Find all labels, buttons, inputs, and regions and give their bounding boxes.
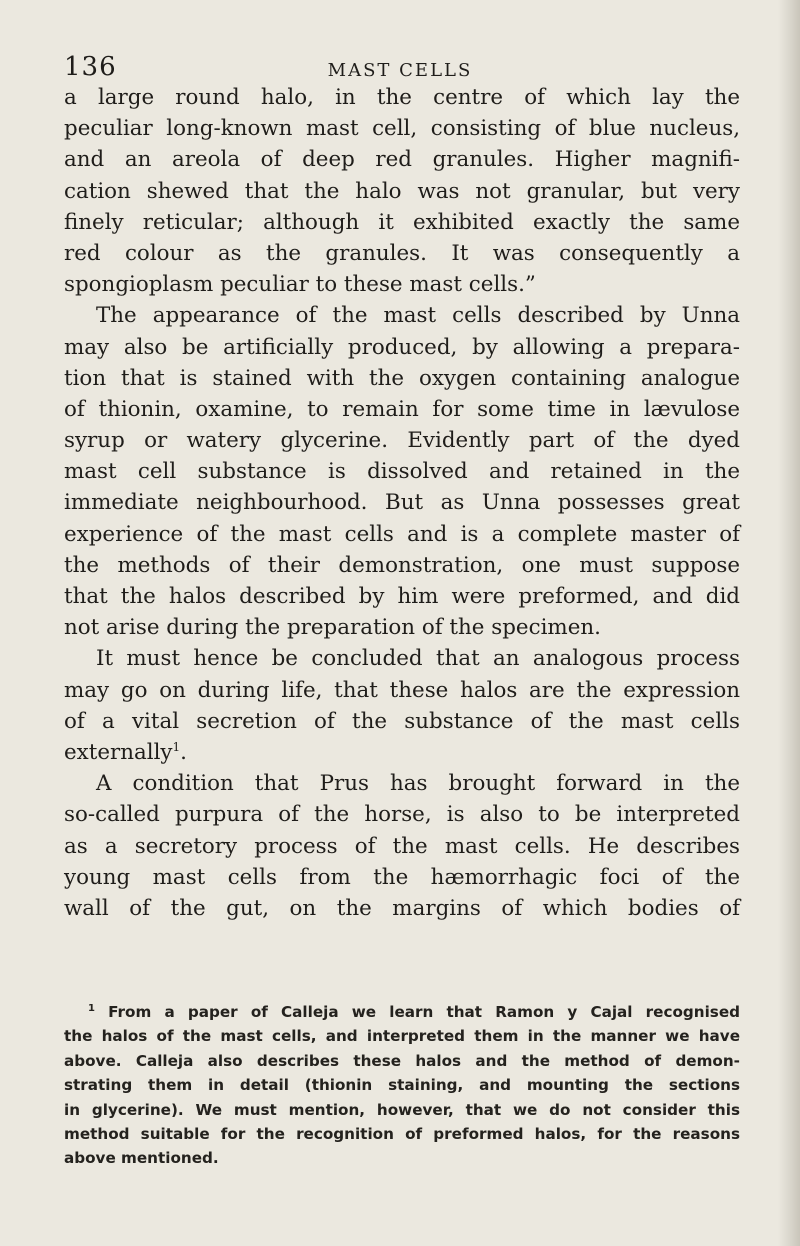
body-line: as a secretory process of the mast cells. He describes	[64, 833, 740, 859]
body-line: mast cell substance is dissolved and retained in the	[64, 459, 740, 485]
body-line: so-called purpura of the horse, is also to be interpreted	[64, 802, 740, 828]
page-number: 136	[64, 52, 117, 82]
body-line: of a vital secretion of the substance of the mast cells	[64, 708, 740, 734]
footnote-reference: 1	[172, 739, 181, 754]
footnote-line: strating them in detail (thionin staining, and mounting the sections	[64, 1076, 740, 1095]
body-line: a large round halo, in the centre of which lay the	[64, 85, 740, 110]
body-line: A condition that Prus has brought forward in the	[96, 771, 740, 797]
footnote-line: the halos of the mast cells, and interpreted them in the manner we have	[64, 1027, 740, 1046]
body-line: not arise during the preparation of the specimen.	[64, 615, 601, 641]
body-line: may also be artificially produced, by allowing a prepara-	[64, 334, 740, 360]
body-line: finely reticular; although it exhibited exactly the same	[64, 209, 740, 235]
footnote-line: above mentioned.	[64, 1149, 219, 1168]
footnote-line	[64, 1000, 740, 1024]
page-edge-shadow	[778, 0, 800, 1246]
body-line: syrup or watery glycerine. Evidently part of the dyed	[64, 428, 740, 454]
body-line: spongioplasm peculiar to these mast cells.”	[64, 272, 536, 298]
body-line-text: externally	[64, 739, 173, 765]
body-text	[64, 82, 740, 924]
body-line: It must hence be concluded that an analogous process	[96, 646, 740, 672]
footnote-marker: 1	[88, 1002, 95, 1014]
body-line: the methods of their demonstration, one must suppose	[64, 552, 740, 578]
body-line-with-footnote-ref: externally$^1$.	[64, 739, 187, 765]
body-line: The appearance of the mast cells described by Unna	[96, 303, 740, 329]
body-line: and an areola of deep red granules. Higher magnifi-	[64, 147, 740, 173]
footnote-line: method suitable for the recognition of preformed halos, for the reasons	[64, 1124, 740, 1143]
running-head: MAST CELLS	[327, 60, 473, 81]
footnote-line: in glycerine). We must mention, however, that we do not consider this	[64, 1100, 740, 1119]
body-line: wall of the gut, on the margins of which bodies of	[64, 895, 740, 921]
body-line: peculiar long-known mast cell, consisting of blue nucleus,	[64, 116, 740, 142]
body-line: immediate neighbourhood. But as Unna possesses great	[64, 490, 740, 516]
body-line: experience of the mast cells and is a complete master of	[64, 521, 740, 547]
body-line: cation shewed that the halo was not granular, but very	[64, 178, 740, 204]
body-line: young mast cells from the hæmorrhagic foci of the	[64, 864, 740, 890]
footnote	[64, 1000, 740, 1171]
body-line: that the halos described by him were preformed, and did	[64, 584, 740, 609]
body-line: red colour as the granules. It was consequently a	[64, 240, 740, 266]
footnote-line: above. Calleja also describes these halos and the method of demon-	[64, 1051, 740, 1070]
body-line: may go on during life, that these halos are the expression	[64, 677, 740, 703]
footnote-line-text: From a paper of Calleja we learn that Ramon y Cajal recognised	[108, 1003, 740, 1021]
body-line: of thionin, oxamine, to remain for some time in lævulose	[64, 396, 740, 422]
body-line: tion that is stained with the oxygen containing analogue	[64, 365, 740, 391]
